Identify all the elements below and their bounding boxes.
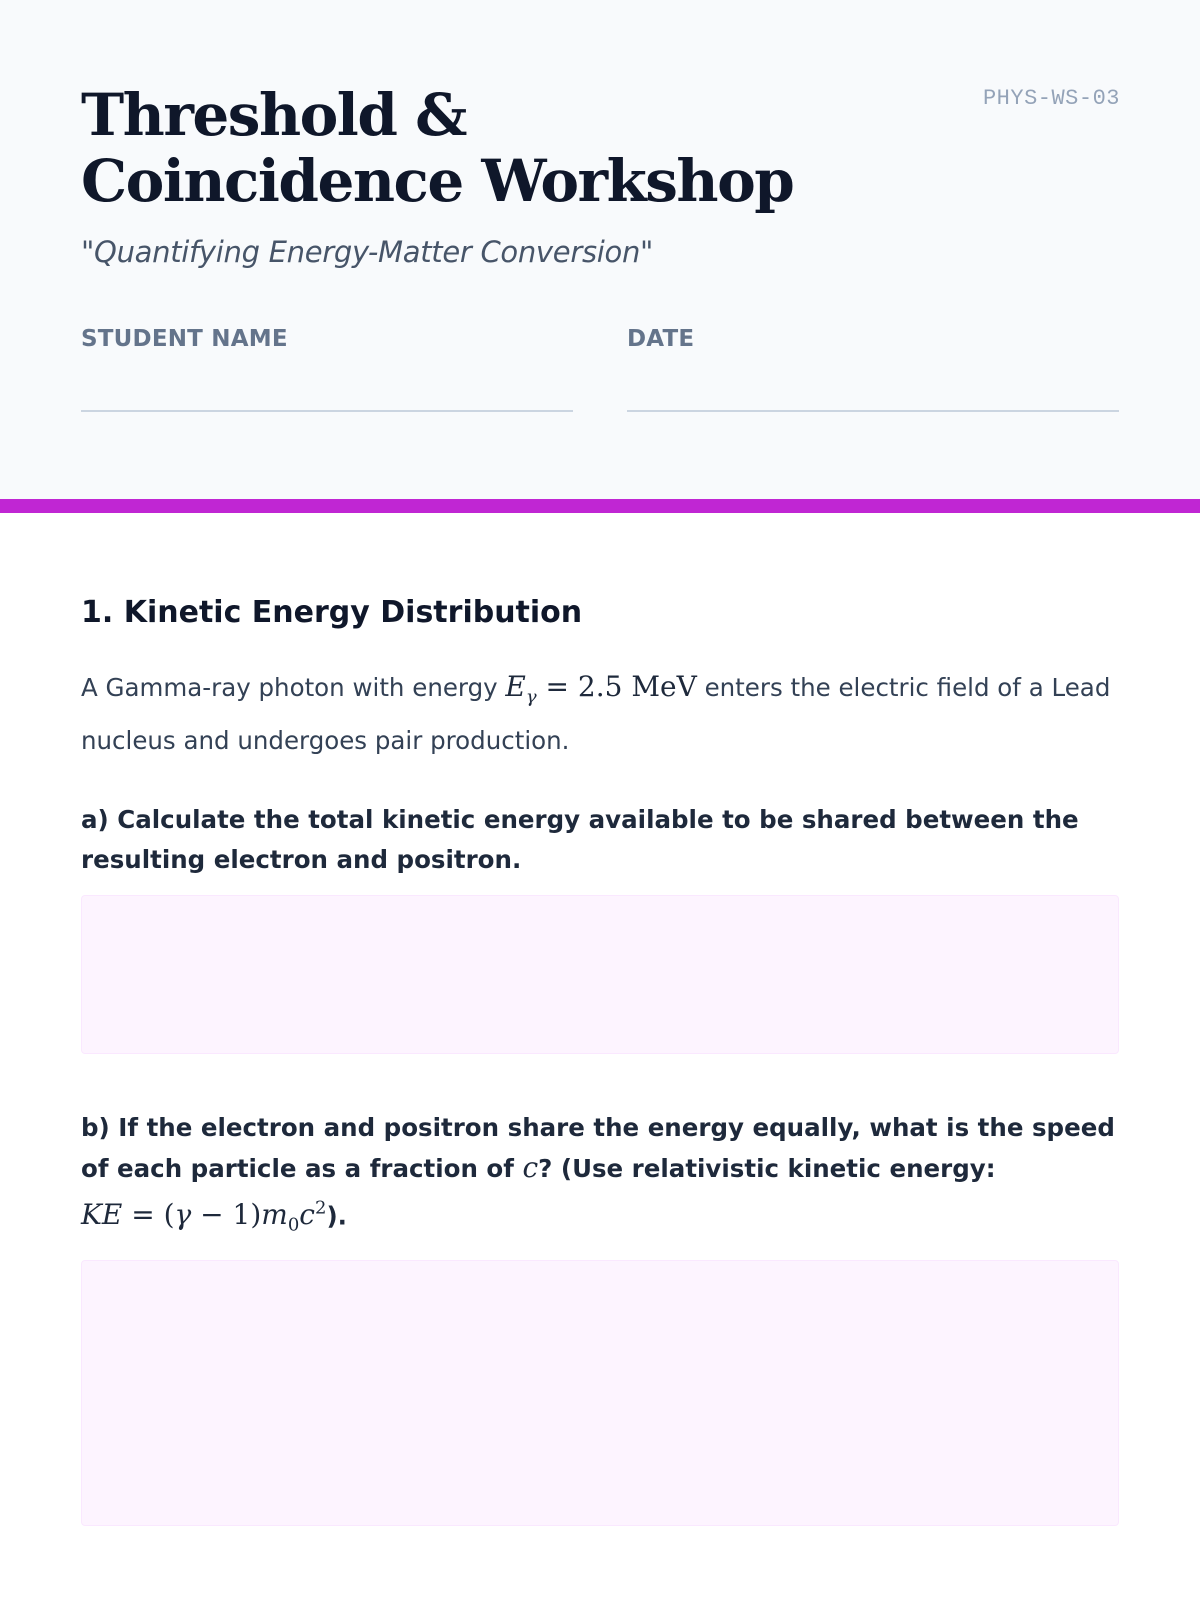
c-squared-exponent: 2 (314, 1197, 327, 1219)
formula-equals: = ( (122, 1197, 175, 1231)
rest-mass-symbol: m (261, 1197, 288, 1231)
student-name-label: STUDENT NAME (81, 326, 288, 352)
student-info-fields (81, 324, 1119, 412)
c-symbol: c (299, 1197, 315, 1231)
question-b (81, 1108, 1119, 1246)
intro-text-end: enters the electric field of a Lead nucleus and undergoes pair production. (81, 673, 1111, 755)
intro-text-start: A Gamma-ray photon with energy (81, 673, 506, 702)
speed-of-light-symbol: c (522, 1150, 539, 1184)
document-code: PHYS-WS-03 (982, 86, 1120, 111)
answer-box-b[interactable] (81, 1260, 1119, 1526)
student-name-field (81, 324, 573, 412)
photon-energy-formula (505, 670, 697, 708)
date-input-line[interactable] (627, 410, 1119, 412)
page-title: Threshold & Coincidence Workshop (81, 81, 794, 215)
ke-symbol: KE (81, 1197, 123, 1231)
worksheet-body (0, 513, 1200, 1526)
rest-mass-subscript: 0 (287, 1214, 300, 1236)
worksheet-header (0, 0, 1200, 513)
date-label: DATE (627, 326, 695, 352)
section-title: 1. Kinetic Energy Distribution (81, 595, 583, 630)
kinetic-energy-formula (81, 1197, 327, 1236)
date-field (627, 324, 1119, 412)
question-b-text-mid: ? (Use relativistic kinetic energy: (538, 1153, 996, 1183)
energy-symbol: E (505, 670, 526, 703)
formula-minus-one: − 1) (191, 1197, 262, 1231)
page-subtitle: "Quantifying Energy-Matter Conversion" (81, 235, 654, 269)
question-b-text-start: b) If the electron and positron share the energy equally, what is the speed of each particle as a fraction of (81, 1112, 1115, 1183)
question-b-text-end: ). (326, 1200, 347, 1230)
problem-statement (81, 665, 1119, 762)
gamma-subscript: γ (525, 686, 537, 708)
student-name-input-line[interactable] (81, 410, 573, 412)
question-a: a) Calculate the total kinetic energy available to be shared between the resulting electron and positron. (81, 804, 1079, 874)
answer-box-a[interactable] (81, 895, 1119, 1054)
energy-value: = 2.5 MeV (536, 670, 697, 703)
lorentz-factor-symbol: γ (174, 1197, 192, 1231)
